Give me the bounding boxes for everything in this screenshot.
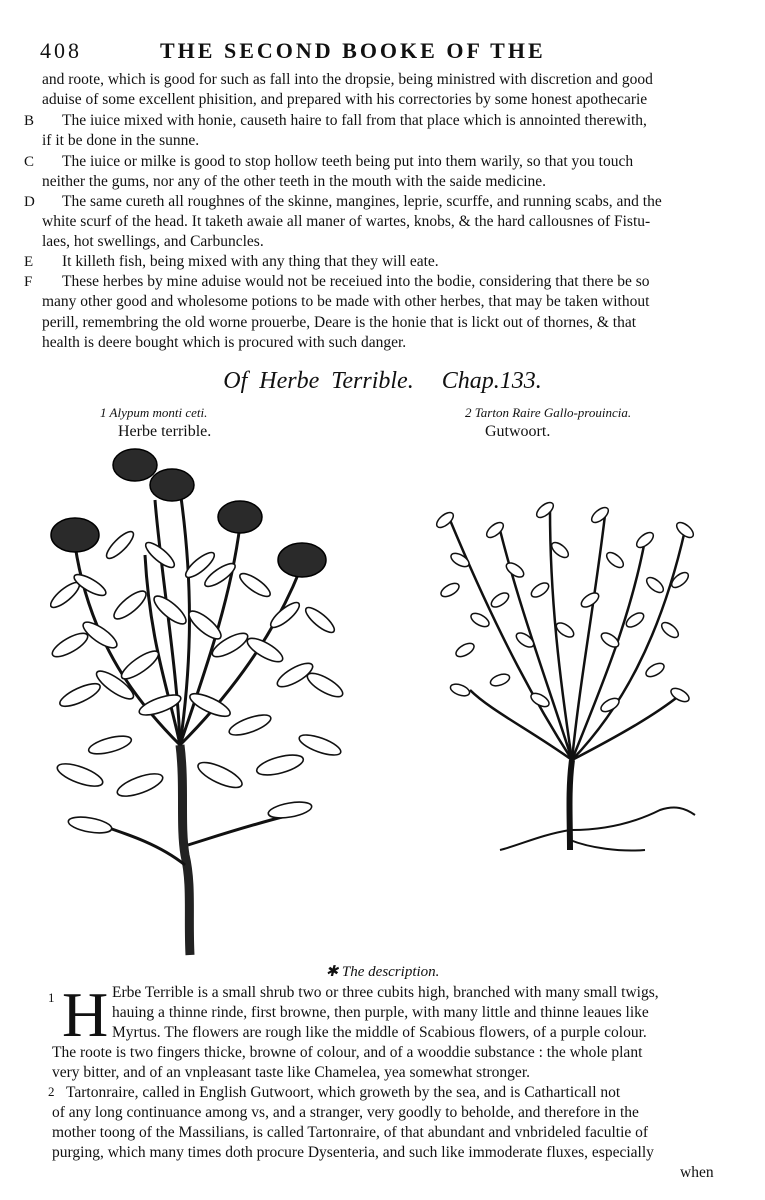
text-line: Erbe Terrible is a small shrub two or three cubits high, branched with many small twigs,	[112, 984, 659, 1001]
catchword: when	[680, 1164, 714, 1181]
text-line: Myrtus. The flowers are rough like the middle of Scabious flowers, of a purple colour.	[112, 1024, 647, 1041]
text-line: It killeth fish, being mixed with any thing that they will eate.	[62, 253, 439, 270]
margin-letter-b: B	[24, 113, 35, 129]
gutwoort-woodcut	[430, 490, 705, 860]
text-line: hauing a thinne rinde, first browne, then purple, with many little and thinne leaues like	[112, 1004, 649, 1021]
text-line: mother toong of the Massilians, is called Tartonraire, of that abundant and vnbrideled facultie of	[52, 1124, 649, 1141]
margin-letter-e: E	[24, 254, 34, 270]
paragraph-number-2: 2	[48, 1084, 55, 1099]
text-line: The iuice or milke is good to stop hollow teeth being put into them warily, so that you touch	[62, 153, 634, 170]
running-title: THE SECOND BOOKE OF THE	[160, 38, 546, 63]
asterisk-icon: ✱	[325, 964, 342, 980]
text-line: of any long continuance among vs, and a stranger, very goodly to beholde, and therefore in the	[52, 1104, 639, 1121]
text-line: laes, hot swellings, and Carbuncles.	[42, 233, 264, 250]
text-line: The same cureth all roughnes of the skinne, mangines, leprie, scurffe, and running scabs, and the	[62, 193, 662, 210]
margin-letter-f: F	[24, 274, 33, 290]
chapter-title: Of Herbe Terrible.	[223, 368, 414, 394]
text-line: white scurf of the head. It taketh awaie all maner of wartes, knobs, & the hard callousnes of Fistu-	[42, 213, 651, 230]
figure-2-latin: Tarton Raire Gallo-prouincia.	[474, 405, 632, 420]
chapter-number: Chap.133.	[441, 368, 542, 394]
herbe-terrible-woodcut	[50, 445, 350, 960]
text-line: purging, which many times doth procure Dysenteria, and such like immoderate fluxes, especially	[52, 1144, 654, 1161]
running-head	[40, 38, 730, 68]
text-line: neither the gums, nor any of the other teeth in the mouth with the saide medicine.	[42, 173, 547, 190]
margin-letter-d: D	[24, 194, 35, 210]
drop-cap: H	[62, 979, 109, 1050]
text-line: very bitter, and of an vnpleasant taste like Chamelea, yea somewhat stronger.	[52, 1064, 530, 1081]
text-line: aduise of some excellent phisition, and prepared with his correctories by some honest apothecarie	[42, 91, 648, 108]
page-number: 408	[40, 38, 82, 63]
figure-2-number: 2	[465, 405, 472, 420]
text-line: Tartonraire, called in English Gutwoort, which groweth by the sea, and is Catharticall not	[66, 1084, 621, 1101]
paragraph-number-1: 1	[48, 990, 55, 1005]
text-line: health is deere bought which is procured with such danger.	[42, 334, 407, 351]
text-line: if it be done in the sunne.	[42, 132, 200, 149]
figure-1-latin: Alypum monti ceti.	[109, 405, 208, 420]
figure-1-english: Herbe terrible.	[118, 423, 212, 440]
description-heading-text: The description.	[341, 964, 440, 980]
text-line: perill, remembring the old worne prouerbe, Deare is the honie that is lickt out of thornes, & that	[42, 314, 637, 331]
chapter-heading	[0, 368, 765, 395]
margin-letter-c: C	[24, 154, 35, 170]
text-line: The roote is two fingers thicke, browne of colour, and of a wooddie substance : the whole plant	[52, 1044, 643, 1061]
figure-2-english: Gutwoort.	[485, 423, 551, 440]
description-heading	[0, 962, 765, 981]
text-line: and roote, which is good for such as fall into the dropsie, being ministred with discretion and good	[42, 71, 653, 88]
text-line: The iuice mixed with honie, causeth haire to fall from that place which is annointed therewith,	[62, 112, 647, 129]
figure-1-latin-caption	[100, 405, 207, 421]
text-line: These herbes by mine aduise would not be receiued into the bodie, considering that there be so	[62, 273, 650, 290]
figure-1-number: 1	[100, 405, 107, 420]
text-line: many other good and wholesome potions to be made with other herbes, that may be taken without	[42, 293, 650, 310]
figure-2-latin-caption	[465, 405, 631, 421]
